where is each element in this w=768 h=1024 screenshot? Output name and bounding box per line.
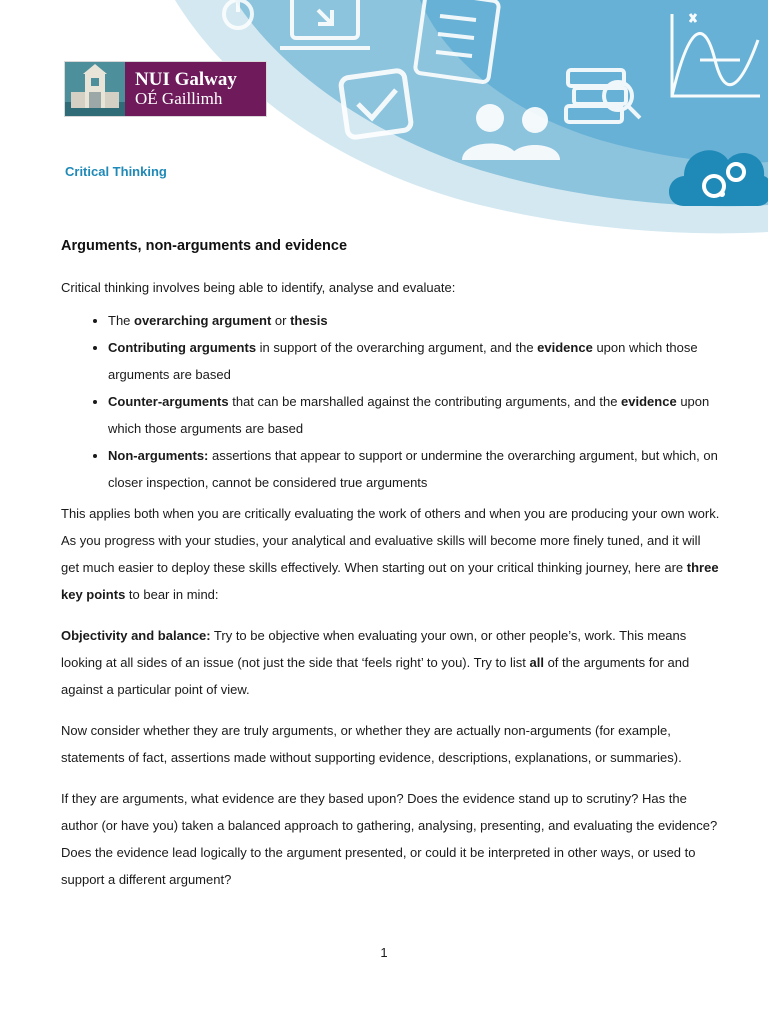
- page-number: 1: [380, 945, 388, 960]
- list-item: • Non-arguments: assertions that appear to support or undermine the overarching argument, but which, on closer inspection, cannot be considered true arguments: [108, 442, 721, 496]
- tower-icon: [65, 62, 125, 116]
- logo-line-irish: OÉ Gaillimh: [135, 89, 223, 109]
- paragraph-key-points: This applies both when you are critically evaluating the work of others and when you are producing your own work. As you progress with your studies, your analytical and evaluative skills will become more finely tuned, and it will get much easier to deploy these skills effectively. When starting out on your critical thinking journey, here are three key points to bear in mind:: [61, 506, 720, 602]
- list-item: • The overarching argument or thesis: [108, 307, 721, 334]
- logo-text-block: [125, 62, 266, 116]
- paragraph-evidence: If they are arguments, what evidence are they based upon? Does the evidence stand up to scrutiny? Has the author (or have you) taken a balanced approach to gathering, analysing, presenting, and evaluating the evidence? Does the evidence lead logically to the argument presented, or could it be interpreted in other ways, or used to support a different argument?: [61, 791, 718, 887]
- section-label: Critical Thinking: [65, 164, 167, 179]
- paragraph-objectivity: Objectivity and balance: Try to be objective when evaluating your own, or other people’s, work. This means looking at all sides of an issue (not just the side that ‘feels right’ to you). Try to list all of the arguments for and against a particular point of view.: [61, 628, 690, 697]
- document-body: [61, 238, 721, 893]
- list-item: • Counter-arguments that can be marshalled against the contributing arguments, and the evidence upon which those arguments are based: [108, 388, 721, 442]
- logo-tower-image: [65, 62, 125, 116]
- list-item: • Contributing arguments in support of the overarching argument, and the evidence upon which those arguments are based: [108, 334, 721, 388]
- header-banner-graphic: [0, 0, 768, 240]
- logo-line-english: NUI Galway: [135, 69, 237, 91]
- intro-text: Critical thinking involves being able to identify, analyse and evaluate:: [61, 280, 456, 295]
- document-title: Arguments, non-arguments and evidence: [61, 238, 348, 254]
- nui-galway-logo: [65, 62, 266, 116]
- criteria-list: [61, 307, 721, 496]
- paragraph-non-arguments: Now consider whether they are truly arguments, or whether they are actually non-arguments (for example, statements of fact, assertions made without supporting evidence, descriptions, explanations, or summaries).: [61, 723, 682, 765]
